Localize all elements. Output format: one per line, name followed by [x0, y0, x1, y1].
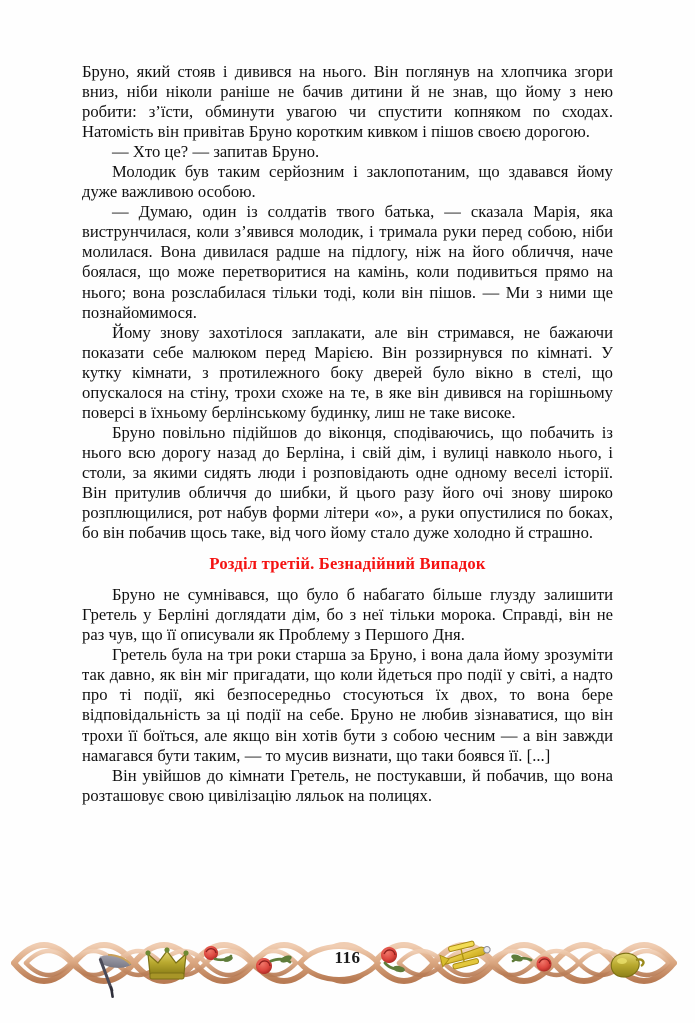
- paragraph: — Думаю, один із солдатів твого батька, — сказала Марія, яка виструнчилася, коли з’явився молодик, і тримала руки перед собою, ніби молилася. Вона дивилася радше на підлогу, ніж на його обличчя, наче боялася, що може перетворитися на камінь, коли подивиться прямо на нього; вона розслабилася тільки тоді, коли він пішов. — Ми з ними ще познайомимося.: [82, 202, 613, 322]
- paragraph: Бруно повільно підійшов до віконця, сподіваючись, що побачить із нього всю дорогу назад до Берліна, і свій дім, і вулиці навколо нього, і столи, за якими сидять люди і розповідають одне одному веселі історії. Він притулив обличчя до шибки, й цього разу його очі знову широко розплющилися, рот набув форми літери «о», а руки опустилися по боках, бо він побачив щось таке, від чого йому стало дуже холодно й страшно.: [82, 422, 613, 543]
- paragraph: Бруно не сумнівався, що було б набагато більше глузду залишити Гретель у Берліні доглядати дім, бо з неї тільки морока. Справді, він не раз чув, що її описували як Проблему з Першого Дня.: [82, 585, 613, 645]
- chapter-heading: Розділ третій. Безнадійний Випадок: [209, 554, 486, 574]
- paragraph: Молодик був таким серйозним і заклопотаним, що здавався йому дуже важливою особою.: [82, 162, 613, 202]
- paragraph: Гретель була на три роки старша за Бруно, і вона дала йому зрозуміти так давно, як він міг пригадати, що коли йдеться про події у світі, а надто про ті події, які безпосередньо стосуються їх двох, то вона бере відповідальність за ці події на себе. Бруно не любив зізнаватися, що він трохи її боїться, але якщо він хотів бути з собою чесним — а він завжди намагався бути таким, — то мусив визнати, що таки боявся її. [...]: [82, 645, 613, 765]
- page-number: 116: [334, 948, 361, 967]
- page-text-block: [82, 62, 613, 806]
- paragraph: Бруно, який стояв і дивився на нього. Він поглянув на хлопчика згори вниз, ніби ніколи раніше не бачив дитини й не знав, що йому з нею робити: з’їсти, обминути увагою чи спустити копняком по сходах. Натомість він привітав Бруно коротким кивком і пішов своєю дорогою.: [82, 62, 613, 142]
- paragraph: — Хто це? — запитав Бруно.: [112, 142, 320, 162]
- paragraph: Йому знову захотілося заплакати, але він стримався, не бажаючи показати себе малюком перед Марією. Він роззирнувся по кімнаті. У кутку кімнати, з протилежного боку дверей було вікно в стелі, що опускалося на стіну, трохи схоже на те, в яке він дивився на горішньому поверсі в їхньому берлінському будинку, лиш не таке високе.: [82, 322, 613, 422]
- paragraph: Він увійшов до кімнати Гретель, не постукавши, й побачив, що вона розташовує свою цивілізацію ляльок на полицях.: [82, 765, 613, 805]
